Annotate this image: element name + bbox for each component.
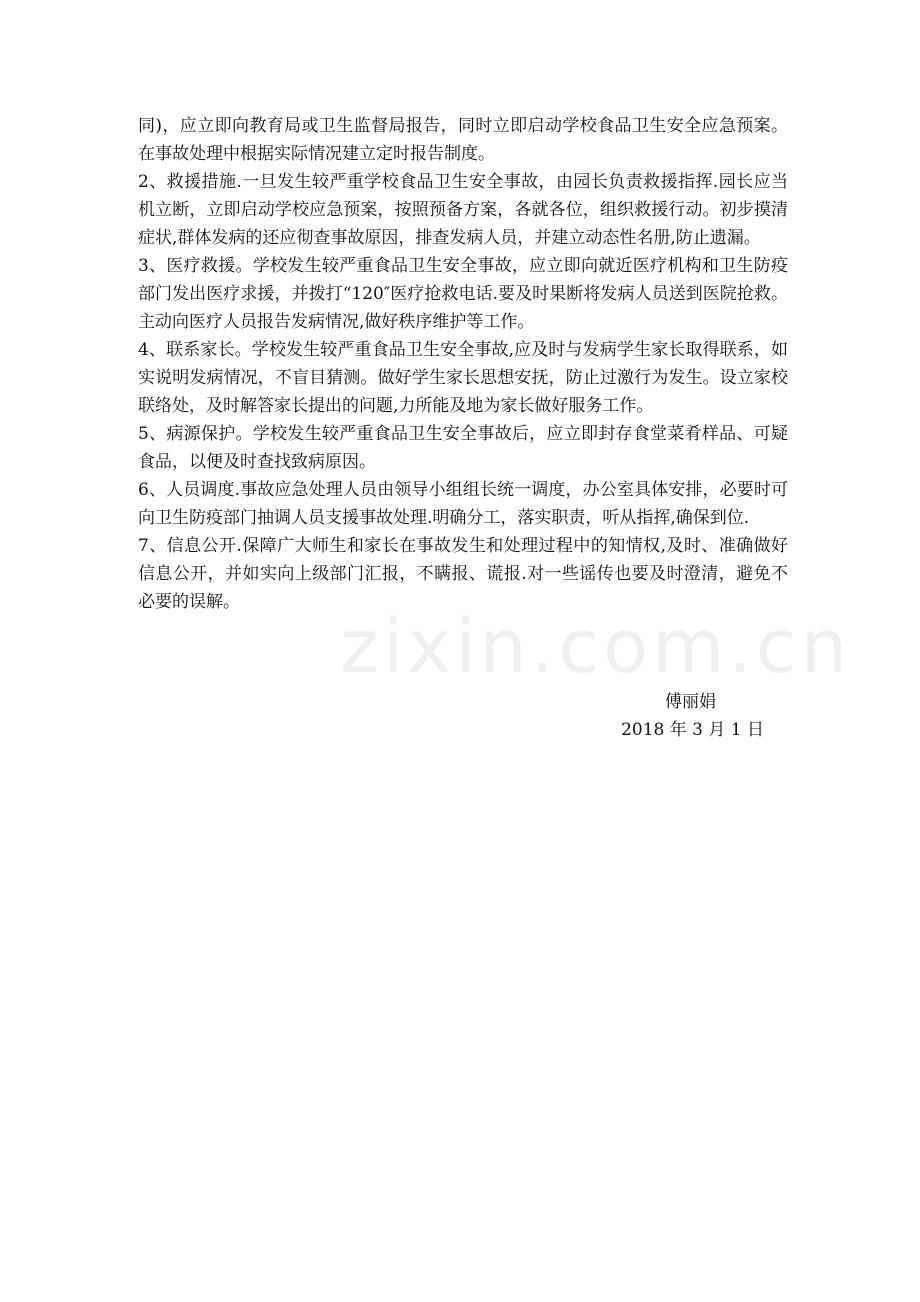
signature-name: 傅丽娟: [665, 692, 716, 712]
paragraph-rescue-measures: 2、救援措施.一旦发生较严重学校食品卫生安全事故，由园长负责救援指挥.园长应当机立断，立即启动学校应急预案，按照预备方案，各就各位，组织救援行动。初步摸清症状,群体发病的还应彻查事故原因，排查发病人员，并建立动态性名册,防止遗漏。: [138, 172, 788, 248]
signature-date: 2018 年 3 月 1 日: [621, 720, 764, 740]
paragraph-staff-dispatch: 6、人员调度.事故应急处理人员由领导小组组长统一调度，办公室具体安排，必要时可向卫生防疫部门抽调人员支援事故处理.明确分工，落实职责，听从指挥,确保到位.: [138, 480, 788, 528]
watermark: zixin.com.cn: [340, 604, 852, 690]
paragraph-information-disclosure: 7、信息公开.保障广大师生和家长在事故发生和处理过程中的知情权,及时、准确做好信息公开，并如实向上级部门汇报，不瞒报、谎报.对一些谣传也要及时澄清，避免不必要的误解。: [138, 536, 788, 612]
document-body: [138, 112, 788, 616]
paragraph-medical-rescue: 3、医疗救援。学校发生较严重食品卫生安全事故，应立即向就近医疗机构和卫生防疫部门发出医疗求援，并拨打“120″医疗抢救电话.要及时果断将发病人员送到医院抢救。主动向医疗人员报告发病情况,做好秩序维护等工作。: [138, 256, 788, 332]
paragraph-continuation: 同)，应立即向教育局或卫生监督局报告，同时立即启动学校食品卫生安全应急预案。在事故处理中根据实际情况建立定时报告制度。: [138, 116, 788, 164]
signature-block: [138, 688, 788, 744]
paragraph-source-protection: 5、病源保护。学校发生较严重食品卫生安全事故后，应立即封存食堂菜肴样品、可疑食品，以便及时查找致病原因。: [138, 424, 788, 472]
paragraph-contact-parents: 4、联系家长。学校发生较严重食品卫生安全事故,应及时与发病学生家长取得联系，如实说明发病情况，不盲目猜测。做好学生家长思想安抚，防止过激行为发生。设立家校联络处，及时解答家长提出的问题,力所能及地为家长做好服务工作。: [138, 340, 788, 416]
